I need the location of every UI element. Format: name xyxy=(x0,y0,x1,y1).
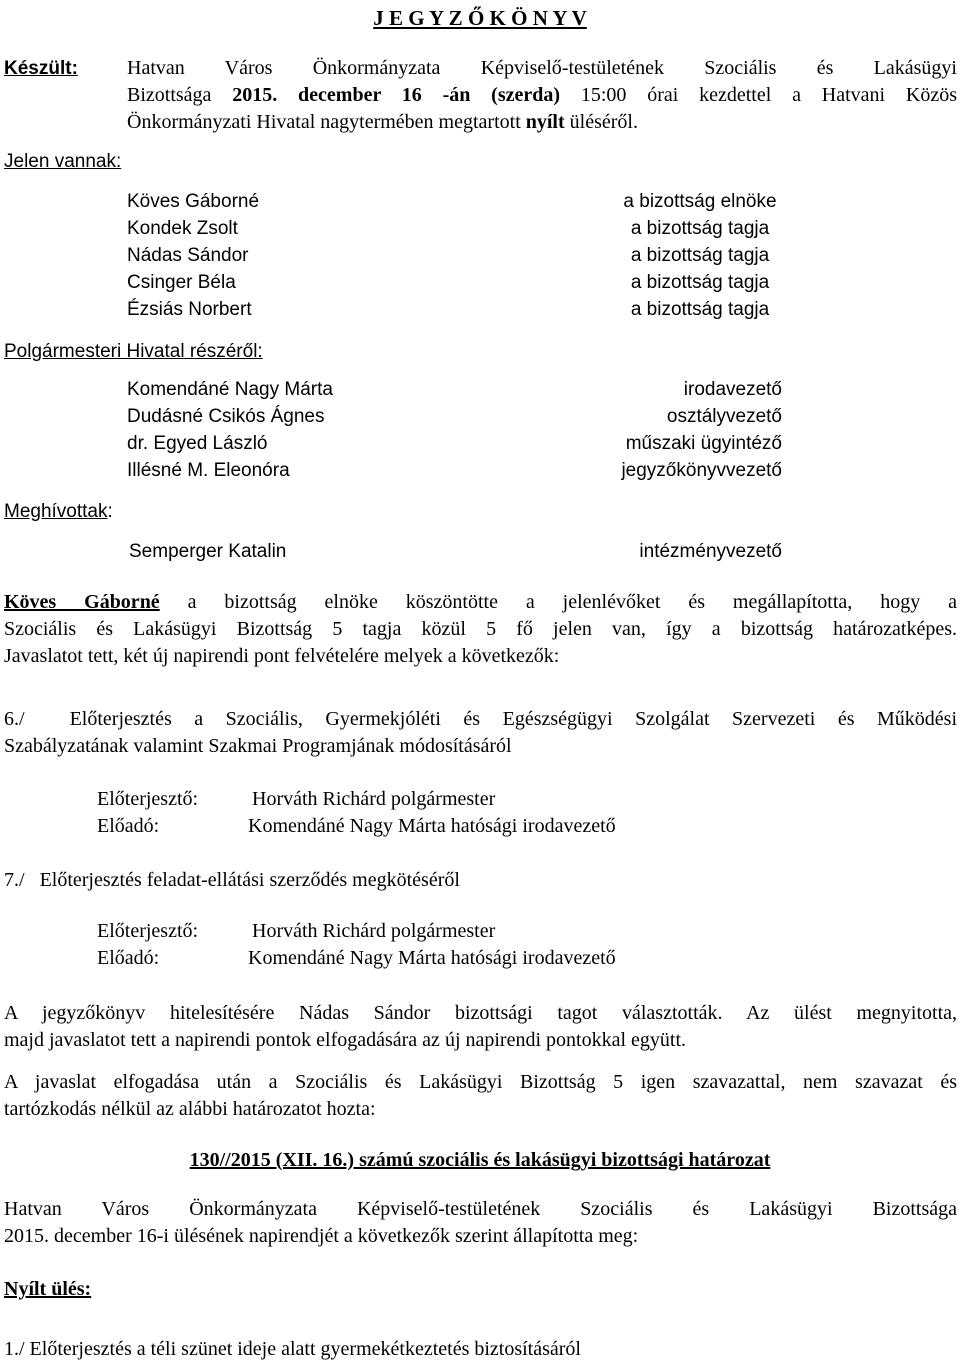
staff-name: Komendáné Nagy Márta xyxy=(127,379,333,400)
jelen-vannak-label: Jelen vannak: xyxy=(4,151,122,172)
members-names xyxy=(127,188,259,323)
hatarozat-line-2: 2015. december 16-i ülésének napirendjét a következők szerint állapította meg: xyxy=(4,1225,639,1247)
meghivottak-label: Meghívottak: xyxy=(4,501,113,522)
eloado-value: Komendáné Nagy Márta hatósági irodavezető xyxy=(248,815,616,837)
hatarozat-title: 130//2015 (XII. 16.) számú szociális és lakásügyi bizottsági határozat xyxy=(189,1149,771,1171)
eloterjeszto-label: Előterjesztő: xyxy=(97,920,199,942)
member-name: Nádas Sándor xyxy=(127,245,249,266)
nyilt-ules-item-1: 1./ Előterjesztés a téli szünet ideje alatt gyermekétkeztetés biztosításáról xyxy=(4,1338,581,1360)
staff-role: jegyzőkönyvvezető xyxy=(621,460,782,481)
intro-line-1: Köves Gáborné a bizottság elnöke köszöntötte a jelenlévőket és megállapította, hogy a xyxy=(4,591,958,613)
keszult-line-1: Hatvan Város Önkormányzata Képviselő-testületének Szociális és Lakásügyi xyxy=(127,57,957,79)
member-role: a bizottság tagja xyxy=(630,218,770,239)
staff-name: dr. Egyed László xyxy=(127,433,268,454)
intro-line-2: Szociális és Lakásügyi Bizottság 5 tagja közül 5 fő jelen van, így a bizottság határozatképes. xyxy=(4,618,957,640)
eloado-label: Előadó: xyxy=(97,815,160,837)
member-role: a bizottság elnöke xyxy=(623,191,777,212)
keszult-label: Készült: xyxy=(4,58,78,79)
member-name: Kondek Zsolt xyxy=(127,218,238,239)
hitelesites-line-2: majd javaslatot tett a napirendi pontok elfogadására az új napirendi pontokkal együtt. xyxy=(4,1029,687,1051)
eloterjeszto-value: Horváth Richárd polgármester xyxy=(252,920,496,942)
guest-role: intézményvezető xyxy=(639,541,782,562)
member-name: Köves Gáborné xyxy=(127,191,260,212)
hivatal-roles xyxy=(560,376,782,484)
hivatal-label: Polgármesteri Hivatal részéről: xyxy=(4,341,263,362)
member-role: a bizottság tagja xyxy=(630,245,770,266)
agenda-item-6-line-1: 6./ Előterjesztés a Szociális, Gyermekjóléti és Egészségügyi Szolgálat Szervezeti és Működési xyxy=(4,708,957,730)
hivatal-names xyxy=(127,376,333,484)
hatarozat-line-1: Hatvan Város Önkormányzata Képviselő-testületének Szociális és Lakásügyi Bizottsága xyxy=(4,1198,957,1220)
intro-line-3: Javaslatot tett, két új napirendi pont felvételére melyek a következők: xyxy=(4,645,560,667)
eloterjeszto-value: Horváth Richárd polgármester xyxy=(252,788,496,810)
eloterjeszto-label: Előterjesztő: xyxy=(97,788,199,810)
hitelesites-line-1: A jegyzőkönyv hitelesítésére Nádas Sándor bizottsági tagot választották. Az ülést megnyitotta, xyxy=(4,1002,957,1024)
keszult-line-2: Bizottsága 2015. december 16 -án (szerda) 15:00 órai kezdettel a Hatvani Közös xyxy=(127,84,957,106)
keszult-line-3: Önkormányzati Hivatal nagytermében megtartott nyílt üléséről. xyxy=(127,111,638,133)
nyilt-ules-label: Nyílt ülés: xyxy=(4,1278,92,1300)
member-name: Ézsiás Norbert xyxy=(127,299,252,320)
agenda-item-7-line-1: 7./ Előterjesztés feladat-ellátási szerződés megkötéséről xyxy=(4,869,460,891)
szavazas-line-2: tartózkodás nélkül az alábbi határozatot hozta: xyxy=(4,1098,376,1120)
szavazas-line-1: A javaslat elfogadása után a Szociális és Lakásügyi Bizottság 5 igen szavazattal, nem szavazat és xyxy=(4,1071,957,1093)
member-name: Csinger Béla xyxy=(127,272,236,293)
agenda-item-6-line-2: Szabályzatának valamint Szakmai Programjának módosításáról xyxy=(4,735,512,757)
members-roles xyxy=(600,188,800,323)
staff-name: Dudásné Csikós Ágnes xyxy=(127,406,325,427)
document-title: J E G Y Z Ő K Ö N Y V xyxy=(373,6,587,30)
staff-role: műszaki ügyintéző xyxy=(625,433,782,454)
staff-name: Illésné M. Eleonóra xyxy=(127,460,290,481)
eloado-value: Komendáné Nagy Márta hatósági irodavezető xyxy=(248,947,616,969)
eloado-label: Előadó: xyxy=(97,947,160,969)
guest-name: Semperger Katalin xyxy=(129,541,287,562)
staff-role: irodavezető xyxy=(683,379,782,400)
member-role: a bizottság tagja xyxy=(630,299,770,320)
staff-role: osztályvezető xyxy=(666,406,782,427)
member-role: a bizottság tagja xyxy=(630,272,770,293)
